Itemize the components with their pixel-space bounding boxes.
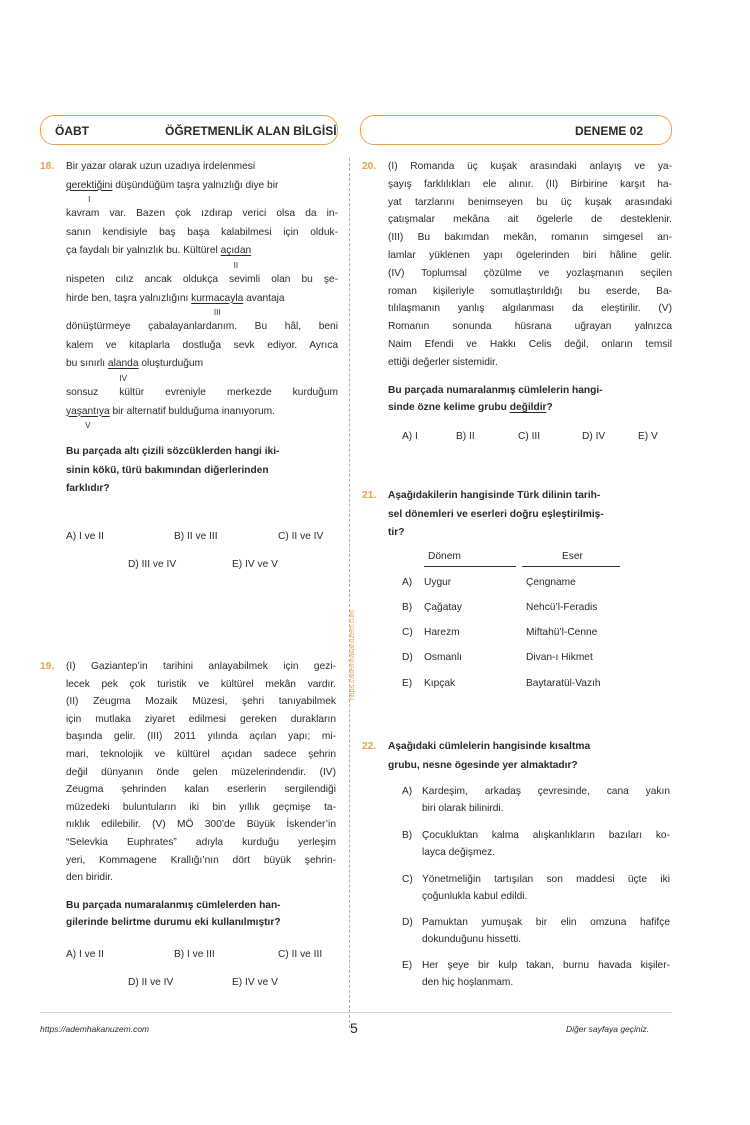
- underlined-word-5: yaşantıya: [66, 405, 110, 417]
- text-line: çatışmalar mekâna ait ögelerle de desteklenir.: [388, 214, 672, 226]
- text-line: [66, 177, 338, 206]
- option-c-work: Miftahü’l-Cenne: [526, 627, 598, 638]
- q21-table: [362, 548, 672, 708]
- option-a[interactable]: A) I ve II: [66, 949, 104, 960]
- option-text: [422, 958, 670, 991]
- option-b[interactable]: B) I ve III: [174, 949, 215, 960]
- text-segment: sinde özne kelime grubu: [388, 402, 510, 414]
- question-number: 18.: [40, 161, 55, 172]
- option-c[interactable]: C) II ve IV: [278, 531, 324, 542]
- text-segment: bu sınırlı: [66, 358, 108, 370]
- roman-4: IV: [119, 373, 127, 383]
- text-line: (I) Romanda üç kuşak arasındaki anlayış ve ya-: [388, 161, 672, 172]
- underlined-word-4: alanda: [107, 358, 139, 370]
- question-number: 21.: [362, 490, 377, 501]
- option-e[interactable]: E) IV ve V: [232, 977, 278, 988]
- text-line: sonsuz kültür evreniyle merkezde kurduğum: [66, 386, 338, 398]
- text-line: çoğunlukla kabul edildi.: [422, 890, 528, 902]
- option-d[interactable]: [402, 915, 670, 945]
- question-prompt: [388, 399, 672, 417]
- option-label: C): [402, 874, 413, 885]
- option-c[interactable]: C) III: [518, 431, 541, 442]
- option-text: [422, 784, 670, 817]
- text-segment: bir alternatif bulduğuma inanıyorum.: [109, 405, 275, 417]
- q22-options: [362, 784, 672, 994]
- underlined-word-3: kurmacayla: [191, 292, 244, 304]
- roman-3: III: [213, 308, 221, 318]
- exam-name: DENEME 02: [575, 124, 644, 138]
- option-b[interactable]: [402, 828, 670, 858]
- text-line: değil dünyanın önde gelen müzelerindendir. (IV): [66, 766, 336, 778]
- q20-options: [362, 428, 672, 448]
- exam-code: ÖABT: [55, 124, 89, 138]
- option-a-period: Uygur: [424, 577, 452, 588]
- question-prompt: Aşağıdaki cümlelerin hangisinde kısaltma: [388, 741, 591, 752]
- text-line: roman kişileriyle somutlaştırıldığı bu eserde, Ba-: [388, 285, 672, 297]
- option-b-work: Nehcü’l-Feradis: [526, 602, 598, 613]
- text-line: Her şeye bir kulp takan, burnu havada kişiler-: [422, 960, 670, 971]
- option-e-work: Baytaratül-Vazıh: [526, 678, 601, 689]
- roman-2: II: [233, 260, 239, 270]
- text-line: biri olarak bilinirdi.: [422, 802, 504, 814]
- question-prompt: Bu parçada altı çizili sözcüklerden hangi iki-: [66, 446, 280, 458]
- text-line: dönüştürmeye çabalayanlardanım. Bu hâl, beni: [66, 321, 338, 333]
- text-line: (I) Gaziantep’in tarihini anlayabilmek için gezi-: [66, 661, 336, 672]
- question-prompt: farklıdır?: [66, 483, 110, 495]
- question-text: [66, 658, 336, 932]
- text-line: lamlar yüklenen yapı ögelerinden biri hâline gelir.: [388, 249, 672, 261]
- text-segment: hirde ben, taşra yalnızlığını: [66, 292, 192, 304]
- header-period-line: [424, 566, 516, 567]
- option-label: E): [402, 960, 413, 971]
- option-c-label[interactable]: C): [402, 627, 413, 638]
- watermark-url: https://ademhakanuzem.com: [349, 610, 356, 700]
- text-line: kavram var. Bazen çok ızdırap verici olsa da in-: [66, 208, 338, 220]
- text-line: lecek pek çok turistik ve kültürel mekân vardır.: [66, 678, 336, 690]
- text-line: başında gelir. (III) 2011 yılında açılan yapı; mi-: [66, 731, 336, 743]
- header-period: Dönem: [428, 551, 461, 562]
- text-line: (II) Zeugma Mozaik Müzesi, şehri tanıyabilmek: [66, 696, 336, 708]
- text-line: “Selevkia Euphrates” adıyla kurduğu yerleşim: [66, 836, 336, 848]
- question-prompt: tir?: [388, 527, 405, 539]
- option-d[interactable]: D) III ve IV: [128, 559, 177, 570]
- option-a-work: Çengname: [526, 577, 576, 588]
- question-number: 20.: [362, 161, 377, 172]
- question-number: 19.: [40, 661, 55, 672]
- option-b[interactable]: B) II ve III: [174, 531, 218, 542]
- option-text: [422, 828, 670, 861]
- footer-divider: [40, 1012, 672, 1013]
- option-e-period: Kıpçak: [424, 678, 456, 689]
- text-line: yat tarzlarını benimseyen bu üç kuşak arasındaki: [388, 196, 672, 208]
- text-line: müzedeki buluntuların iki bin yıllık geçmişe ta-: [66, 801, 336, 813]
- text-line: Naim Efendi ve Hakkı Celis değil, onların temsil: [388, 338, 672, 350]
- question-text: [388, 487, 672, 543]
- text-line: Zeugma şehrinden kalan eserlerin sergilendiği: [66, 784, 336, 796]
- text-line: Bir yazar olarak uzun uzadıya irdelenmesi: [66, 161, 256, 172]
- q19-options: [40, 946, 340, 986]
- option-e[interactable]: E) V: [638, 431, 658, 442]
- option-d[interactable]: D) IV: [582, 431, 606, 442]
- header-work: Eser: [562, 551, 583, 562]
- column-separator: [349, 158, 350, 1028]
- text-line: ettiği değerler sistemidir.: [388, 356, 498, 368]
- question-prompt: sel dönemleri ve eserleri doğru eşleştirilmiş-: [388, 508, 604, 520]
- text-line: için mutlaka ziyaret edilmesi gereken durakların: [66, 713, 336, 725]
- option-label: A): [402, 786, 413, 797]
- text-line: (III) Bu bakımdan mekân, romanın simgesel an-: [388, 232, 672, 244]
- text-line: tılılaşmanın yanlış algılanması da eleştirilir. (V): [388, 303, 672, 315]
- q18-options: [40, 528, 340, 568]
- text-line: den biridir.: [66, 872, 114, 884]
- question-text: [388, 158, 672, 417]
- text-line: [66, 290, 338, 319]
- text-line: nıklık edilebilir. (V) MÖ 300’de Büyük İskender’in: [66, 819, 336, 831]
- underlined-word-1: gerektiğini: [66, 179, 113, 191]
- question-text: [66, 158, 338, 499]
- text-line: [66, 355, 338, 384]
- text-line: Romanın sonunda hüsrana uğrayan yalnızca: [388, 321, 672, 333]
- text-line: den hiç hoşlanmam.: [422, 976, 514, 988]
- text-line: layca değişmez.: [422, 846, 496, 858]
- question-prompt: Aşağıdakilerin hangisinde Türk dilinin tarih-: [388, 490, 601, 501]
- option-e[interactable]: E) IV ve V: [232, 559, 278, 570]
- text-line: (IV) Toplumsal çözülme ve yozlaşmanın seçilen: [388, 267, 672, 279]
- text-segment: avantaja: [243, 292, 285, 304]
- text-line: yeri, Kommagene Krallığı’nın dört büyük şehrin-: [66, 854, 336, 866]
- text-line: [66, 242, 338, 271]
- option-d-label[interactable]: D): [402, 652, 413, 663]
- text-segment: ?: [546, 402, 553, 414]
- option-a-label[interactable]: A): [402, 577, 413, 588]
- text-segment: oluşturduğum: [138, 358, 204, 370]
- option-c-period: Harezm: [424, 627, 460, 638]
- text-line: sanın kendisiyle baş başa kalabilmesi için olduk-: [66, 226, 338, 238]
- option-d-work: Divan-ı Hikmet: [526, 652, 593, 663]
- text-line: dokunduğunu hissetti.: [422, 933, 522, 945]
- text-segment: düşündüğüm taşra yalnızlığı diye bir: [112, 179, 279, 191]
- exam-section-title: ÖĞRETMENLİK ALAN BİLGİSİ: [165, 124, 337, 138]
- text-line: kalem ve kitaplarla dostluğa sevk ediyor. Ayrıca: [66, 339, 338, 351]
- text-line: Pamuktan yumuşak bir elin omzuna hafifçe: [422, 917, 670, 928]
- option-c[interactable]: C) II ve III: [278, 949, 323, 960]
- text-line: Kardeşim, arkadaş çevresinde, cana yakın: [422, 786, 670, 797]
- question-prompt: Bu parçada numaralanmış cümlelerden han-: [66, 899, 281, 911]
- footer-url[interactable]: https://ademhakanuzem.com: [40, 1024, 150, 1034]
- underlined-word-2: açıdan: [220, 245, 252, 257]
- option-b-period: Çağatay: [424, 602, 462, 613]
- question-prompt: sinin kökü, türü bakımından diğerlerinden: [66, 464, 269, 476]
- footer-next-page: Diğer sayfaya geçiniz.: [566, 1024, 650, 1034]
- roman-1: I: [88, 195, 91, 205]
- text-line: Yönetmeliğin tartışılan son maddesi üçte iki: [422, 874, 670, 885]
- text-line: şayış farklılıkları ele alınır. (II) Birbirine karşıt ha-: [388, 178, 672, 190]
- header-left-box: [40, 115, 338, 145]
- text-line: mari, teknolojik ve kültürel açıdan sadece şehrin: [66, 748, 336, 760]
- underlined-word: değildir: [509, 402, 547, 414]
- text-segment: ça faydalı bir yalnızlık bu. Kültürel: [66, 245, 221, 257]
- option-d-period: Osmanlı: [424, 652, 462, 663]
- option-a[interactable]: [402, 784, 670, 814]
- page-number: 5: [350, 1020, 358, 1036]
- option-a[interactable]: A) I ve II: [66, 531, 104, 542]
- text-line: Çocukluktan kalma alışkanlıkların bazıları ko-: [422, 830, 670, 841]
- header-work-line: [522, 566, 620, 567]
- option-label: D): [402, 917, 413, 928]
- header-right-box: [360, 115, 672, 145]
- option-text: [422, 915, 670, 948]
- option-e[interactable]: [402, 958, 670, 988]
- question-number: 22.: [362, 741, 377, 752]
- question-prompt: Bu parçada numaralanmış cümlelerin hangi-: [388, 384, 603, 396]
- option-b[interactable]: B) II: [456, 431, 475, 442]
- option-c[interactable]: [402, 872, 670, 902]
- question-prompt: grubu, nesne ögesinde yer almaktadır?: [388, 759, 578, 771]
- question-prompt: gilerinde belirtme durumu eki kullanılmıştır?: [66, 917, 281, 929]
- text-line: [66, 403, 338, 432]
- option-d[interactable]: D) II ve IV: [128, 977, 174, 988]
- option-label: B): [402, 830, 413, 841]
- roman-5: V: [85, 421, 91, 431]
- option-b-label[interactable]: B): [402, 602, 413, 613]
- option-e-label[interactable]: E): [402, 678, 413, 689]
- text-line: nispeten cılız ancak oldukça sevimli olan bu şe-: [66, 273, 338, 285]
- question-text: [388, 738, 672, 775]
- option-a[interactable]: A) I: [402, 431, 418, 442]
- option-text: [422, 872, 670, 905]
